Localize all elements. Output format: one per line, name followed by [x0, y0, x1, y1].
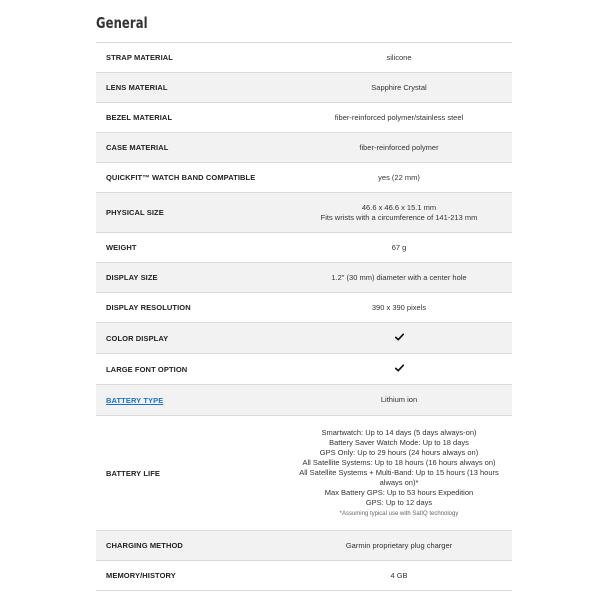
spec-row	[96, 385, 512, 416]
spec-value-line: All Satellite Systems + Multi-Band: Up to 15 hours (13 hours	[299, 467, 499, 477]
spec-value	[292, 273, 512, 283]
spec-value-line: 390 x 390 pixels	[371, 302, 427, 312]
spec-value	[292, 113, 512, 123]
spec-value-line: Sapphire Crystal	[371, 82, 427, 92]
spec-key: LENS MATERIAL	[106, 83, 168, 92]
spec-key: CHARGING METHOD	[106, 541, 183, 550]
section-title: General	[96, 14, 148, 32]
spec-row	[96, 416, 512, 531]
spec-value	[292, 143, 512, 153]
spec-value-line: 67 g	[391, 242, 407, 252]
spec-value	[292, 364, 512, 375]
spec-value-line: Battery Saver Watch Mode: Up to 18 days	[329, 437, 469, 447]
spec-value	[292, 203, 512, 223]
spec-row	[96, 73, 512, 103]
spec-value	[292, 395, 512, 405]
spec-value-line: Max Battery GPS: Up to 53 hours Expedition	[324, 487, 474, 497]
spec-value-line: All Satellite Systems: Up to 18 hours (16 hours always on)	[302, 457, 496, 467]
spec-key: COLOR DISPLAY	[106, 333, 169, 343]
spec-row	[96, 193, 512, 233]
spec-key: WEIGHT	[106, 243, 137, 252]
spec-key: DISPLAY SIZE	[106, 273, 158, 282]
spec-row	[96, 43, 512, 73]
spec-row	[96, 354, 512, 385]
spec-value-line: silicone	[386, 52, 412, 62]
spec-key: BATTERY LIFE	[106, 468, 160, 478]
spec-row	[96, 531, 512, 561]
spec-key: STRAP MATERIAL	[106, 53, 173, 62]
spec-key: DISPLAY RESOLUTION	[106, 303, 191, 312]
spec-key: BEZEL MATERIAL	[106, 113, 173, 122]
spec-footnote: *Assuming typical use with SatIQ technology	[339, 510, 459, 517]
spec-value	[292, 571, 512, 581]
spec-value-line: 1.2" (30 mm) diameter with a center hole	[331, 272, 467, 282]
spec-value	[292, 303, 512, 313]
spec-row	[96, 293, 512, 323]
checkmark-icon	[395, 364, 404, 372]
spec-key: LARGE FONT OPTION	[106, 364, 188, 374]
spec-row	[96, 233, 512, 263]
spec-value	[292, 541, 512, 551]
spec-value-line: always on)*	[379, 477, 419, 487]
spec-row	[96, 163, 512, 193]
spec-table	[96, 42, 512, 591]
spec-key: QUICKFIT™ WATCH BAND COMPATIBLE	[106, 173, 256, 182]
spec-value-line: fiber-reinforced polymer/stainless steel	[334, 112, 464, 122]
spec-value	[292, 83, 512, 93]
spec-value-line: Garmin proprietary plug charger	[345, 540, 453, 550]
spec-value-line: fiber-reinforced polymer	[359, 142, 439, 152]
spec-value-line: yes (22 mm)	[378, 172, 420, 182]
checkmark-icon	[395, 333, 404, 341]
spec-value-line: GPS: Up to 12 days	[365, 497, 433, 507]
spec-key: CASE MATERIAL	[106, 143, 169, 152]
spec-value-line: 46.6 x 46.6 x 15.1 mm	[361, 202, 437, 212]
spec-value-line: Lithium ion	[380, 395, 418, 404]
spec-value	[292, 173, 512, 183]
spec-row	[96, 103, 512, 133]
spec-key-link[interactable]: BATTERY TYPE	[106, 395, 164, 405]
spec-value	[292, 53, 512, 63]
spec-row	[96, 323, 512, 354]
spec-row	[96, 561, 512, 591]
spec-row	[96, 133, 512, 163]
spec-row	[96, 263, 512, 293]
spec-value-line: Fits wrists with a circumference of 141-213 mm	[320, 212, 478, 222]
spec-value-line: 4 GB	[390, 570, 408, 580]
spec-key: MEMORY/HISTORY	[106, 571, 176, 580]
spec-value	[292, 333, 512, 344]
spec-value-line: Smartwatch: Up to 14 days (5 days always-on)	[321, 427, 477, 437]
spec-key: PHYSICAL SIZE	[106, 208, 164, 217]
spec-value	[292, 428, 512, 519]
spec-value-line: GPS Only: Up to 29 hours (24 hours always on)	[319, 447, 479, 457]
spec-value	[292, 243, 512, 253]
